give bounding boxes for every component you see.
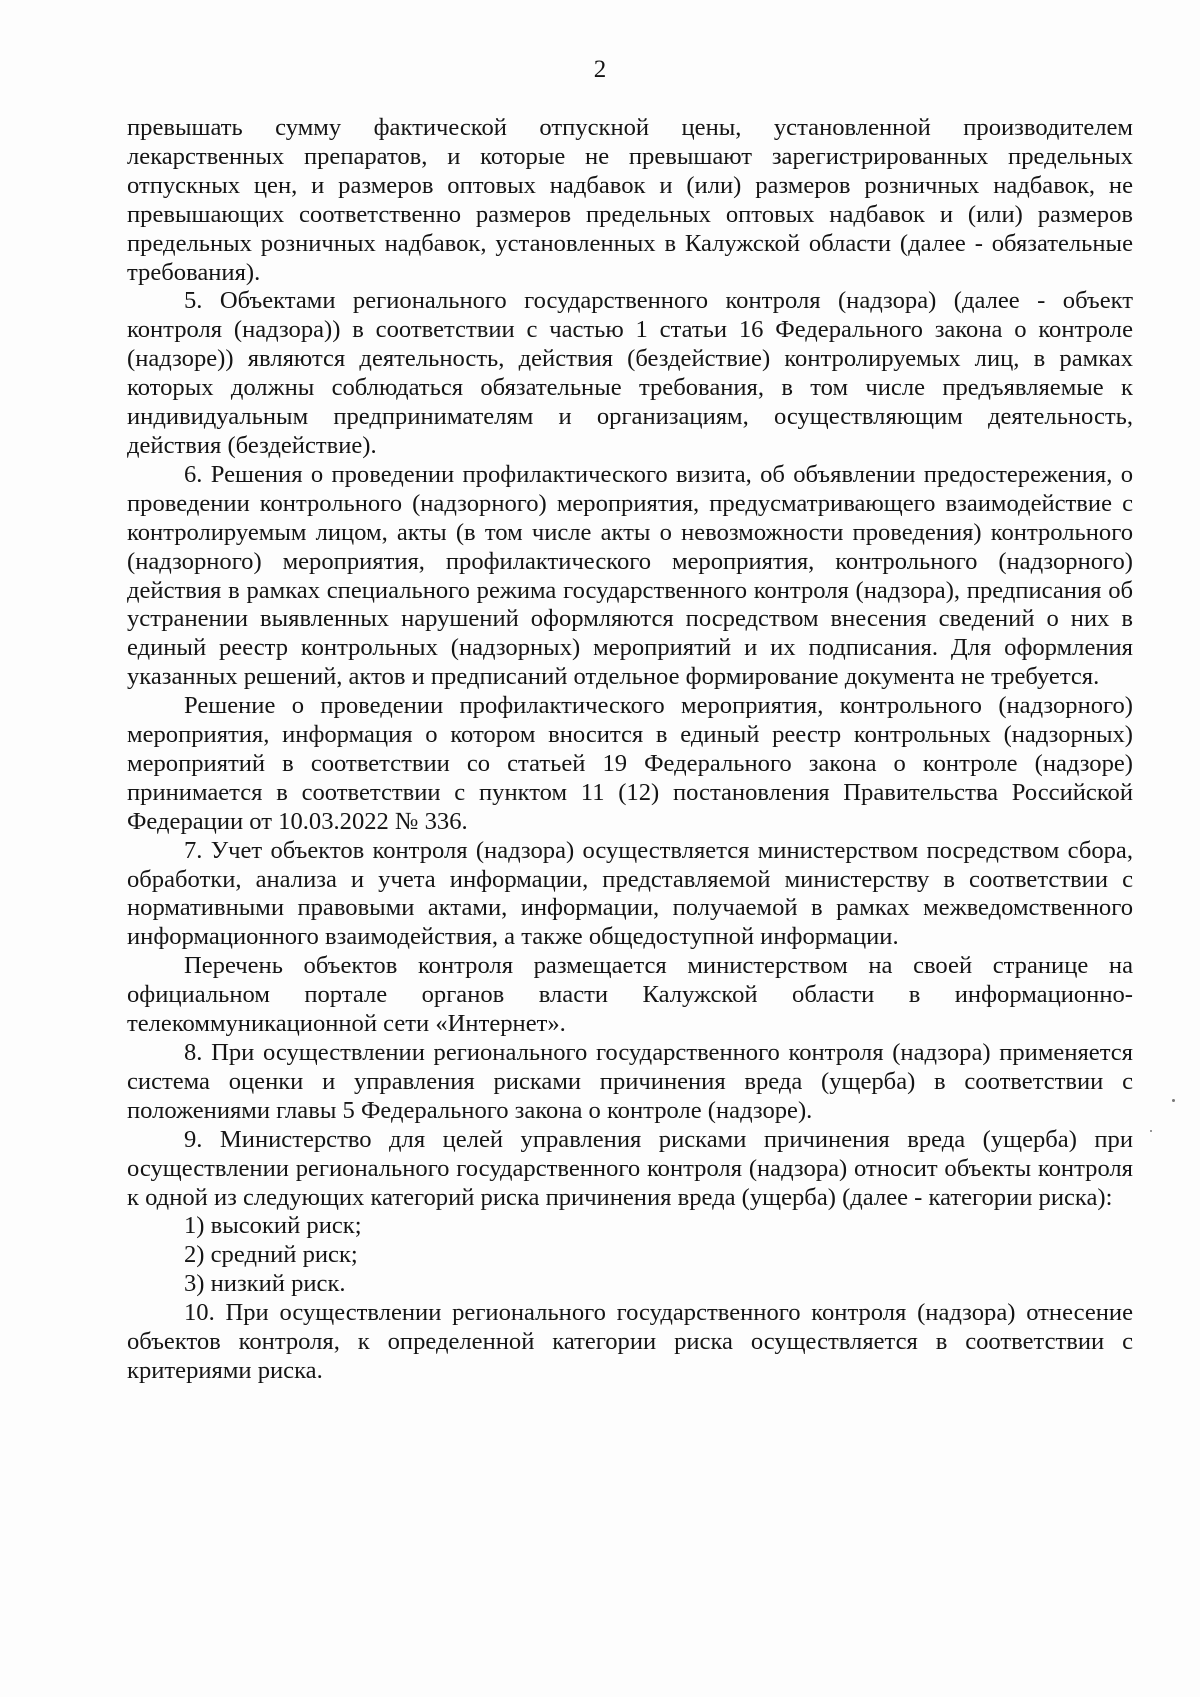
paragraph-6: 6. Решения о проведении профилактического визита, об объявлении предостережения, о проведении контрольного (надзорного) мероприятия, предусматривающего взаимодействие с контролируемым лицом, акты (в том числе акты о невозможности проведения) контрольного (надзорного) мероприятия, профилактического мероприятия, контрольного (надзорного) действия в рамках специального режима государственного контроля (надзора), предписания об устранении выявленных нарушений оформляются посредством внесения сведений о них в единый реестр контрольных (надзорных) мероприятий и их подписания. Для оформления указанных решений, актов и предписаний отдельное формирование документа не требуется. — [127, 460, 1133, 691]
scan-speck — [1150, 1130, 1152, 1132]
paragraph-8: 8. При осуществлении регионального государственного контроля (надзора) применяется система оценки и управления рисками причинения вреда (ущерба) в соответствии с положениями главы 5 Федерального закона о контроле (надзоре). — [127, 1039, 1133, 1124]
page-number: 2 — [593, 56, 607, 83]
scan-speck — [1172, 1099, 1175, 1102]
list-item-high-risk: 1) высокий риск; — [184, 1212, 362, 1240]
document-body — [127, 114, 1133, 1386]
paragraph-10: 10. При осуществлении регионального государственного контроля (надзора) отнесение объектов контроля, к определенной категории риска осуществляется в соответствии с критериями риска. — [127, 1299, 1133, 1384]
paragraph-7-list-of-objects: Перечень объектов контроля размещается министерством на своей странице на официальном портале органов власти Калужской области в информационно-телекоммуникационной сети «Интернет». — [127, 952, 1133, 1038]
paragraph-continuation: превышать сумму фактической отпускной цены, установленной производителем лекарственных препаратов, и которые не превышают зарегистрированных предельных отпускных цен, и размеров оптовых надбавок и (или) размеров розничных надбавок, не превышающих соответственно размеров предельных оптовых надбавок и (или) размеров предельных розничных надбавок, установленных в Калужской области (далее - обязательные требования). — [127, 114, 1133, 286]
paragraph-9: 9. Министерство для целей управления рисками причинения вреда (ущерба) при осуществлении регионального государственного контроля (надзора) относит объекты контроля к одной из следующих категорий риска причинения вреда (ущерба) (далее - категории риска): — [127, 1125, 1133, 1211]
list-item-low-risk: 3) низкий риск. — [184, 1270, 346, 1298]
list-item-medium-risk: 2) средний риск; — [184, 1241, 358, 1269]
paragraph-5: 5. Объектами регионального государственного контроля (надзора) (далее - объект контроля (надзора)) в соответствии с частью 1 статьи 16 Федерального закона о контроле (надзоре)) являются деятельность, действия (бездействие) контролируемых лиц, в рамках которых должны соблюдаться обязательные требования, в том числе предъявляемые к индивидуальным предпринимателям и организациям, осуществляющим деятельность, действия (бездействие). — [127, 287, 1133, 459]
paragraph-6-decision: Решение о проведении профилактического мероприятия, контрольного (надзорного) мероприятия, информация о котором вносится в единый реестр контрольных (надзорных) мероприятий в соответствии со статьей 19 Федерального закона о контроле (надзоре) принимается в соответствии с пунктом 11 (12) постановления Правительства Российской Федерации от 10.03.2022 № 336. — [127, 692, 1133, 835]
paragraph-7: 7. Учет объектов контроля (надзора) осуществляется министерством посредством сбора, обработки, анализа и учета информации, представляемой министерству в соответствии с нормативными правовыми актами, информации, получаемой в рамках межведомственного информационного взаимодействия, а также общедоступной информации. — [127, 836, 1133, 951]
